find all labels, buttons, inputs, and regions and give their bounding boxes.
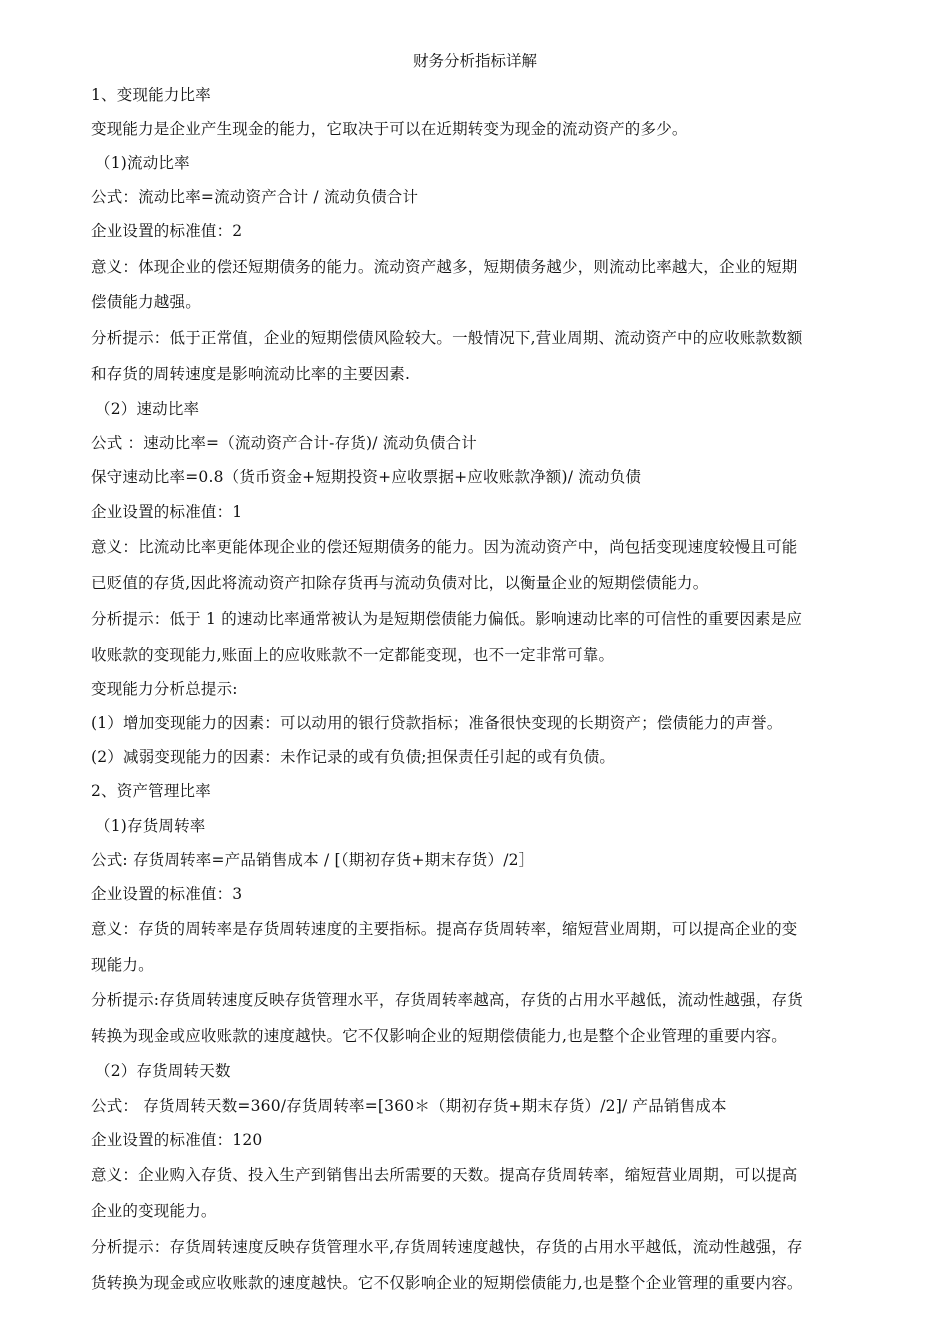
subsection-heading: （2）存货周转天数 [95, 1062, 231, 1080]
paragraph-line: 企业的变现能力。 [91, 1202, 217, 1220]
standard-value-line: 企业设置的标准值：1 [91, 503, 243, 521]
subsection-heading: （2）速动比率 [95, 400, 200, 418]
paragraph-line: 货转换为现金或应收账款的速度越快。它不仅影响企业的短期偿债能力,也是整个企业管理的重要内容。 [91, 1274, 803, 1292]
paragraph-line: 分析提示：低于正常值，企业的短期偿债风险较大。一般情况下,营业周期、流动资产中的应收账款数额 [91, 329, 803, 347]
formula-line: 公式: 存货周转率=产品销售成本 / [（期初存货+期末存货）/2］ [91, 851, 535, 869]
paragraph-line: 分析提示：存货周转速度反映存货管理水平,存货周转速度越快，存货的占用水平越低，流动性越强，存 [91, 1238, 803, 1256]
paragraph-line: 收账款的变现能力,账面上的应收账款不一定都能变现，也不一定非常可靠。 [91, 646, 615, 664]
paragraph-line: 意义：比流动比率更能体现企业的偿还短期债务的能力。因为流动资产中，尚包括变现速度较慢且可能 [91, 538, 798, 556]
paragraph-line: 转换为现金或应收账款的速度越快。它不仅影响企业的短期偿债能力,也是整个企业管理的重要内容。 [91, 1027, 787, 1045]
paragraph-line: 偿债能力越强。 [91, 293, 201, 311]
formula-line: 保守速动比率=0.8（货币资金+短期投资+应收票据+应收账款净额)/ 流动负债 [91, 468, 642, 486]
paragraph-line: 和存货的周转速度是影响流动比率的主要因素. [91, 365, 411, 383]
paragraph-line: 变现能力分析总提示: [91, 680, 238, 698]
paragraph-line: 意义：体现企业的偿还短期债务的能力。流动资产越多，短期债务越少，则流动比率越大，企业的短期 [91, 258, 798, 276]
paragraph-line: 已贬值的存货,因此将流动资产扣除存货再与流动负债对比，以衡量企业的短期偿债能力。 [91, 574, 709, 592]
paragraph-line: (1）增加变现能力的因素：可以动用的银行贷款指标；准备很快变现的长期资产；偿债能力的声誉。 [91, 714, 783, 732]
section-heading: 2、资产管理比率 [91, 782, 211, 800]
formula-line: 公式：流动比率=流动资产合计 / 流动负债合计 [91, 188, 419, 206]
section-heading: 1、变现能力比率 [91, 86, 211, 104]
formula-line: 公式 ：速动比率=（流动资产合计-存货)/ 流动负债合计 [91, 434, 477, 452]
paragraph-line: 现能力。 [91, 956, 154, 974]
subsection-heading: （1)流动比率 [95, 154, 190, 172]
paragraph-line: 意义：存货的周转率是存货周转速度的主要指标。提高存货周转率，缩短营业周期，可以提高企业的变 [91, 920, 798, 938]
paragraph-line: 变现能力是企业产生现金的能力，它取决于可以在近期转变为现金的流动资产的多少。 [91, 120, 688, 138]
paragraph-line: 意义：企业购入存货、投入生产到销售出去所需要的天数。提高存货周转率，缩短营业周期，可以提高 [91, 1166, 798, 1184]
standard-value-line: 企业设置的标准值：2 [91, 222, 243, 240]
paragraph-line: (2）减弱变现能力的因素：未作记录的或有负债;担保责任引起的或有负债。 [91, 748, 616, 766]
subsection-heading: （1)存货周转率 [95, 817, 206, 835]
paragraph-line: 分析提示:存货周转速度反映存货管理水平，存货周转率越高，存货的占用水平越低，流动性越强，存货 [91, 991, 803, 1009]
standard-value-line: 企业设置的标准值：120 [91, 1131, 263, 1149]
formula-line: 公式： 存货周转天数=360/存货周转率=[360＊（期初存货+期末存货）/2]/ 产品销售成本 [91, 1097, 727, 1115]
paragraph-line: 分析提示：低于 1 的速动比率通常被认为是短期偿债能力偏低。影响速动比率的可信性的重要因素是应 [91, 610, 803, 628]
standard-value-line: 企业设置的标准值：3 [91, 885, 243, 903]
document-title: 财务分析指标详解 [412, 52, 537, 70]
